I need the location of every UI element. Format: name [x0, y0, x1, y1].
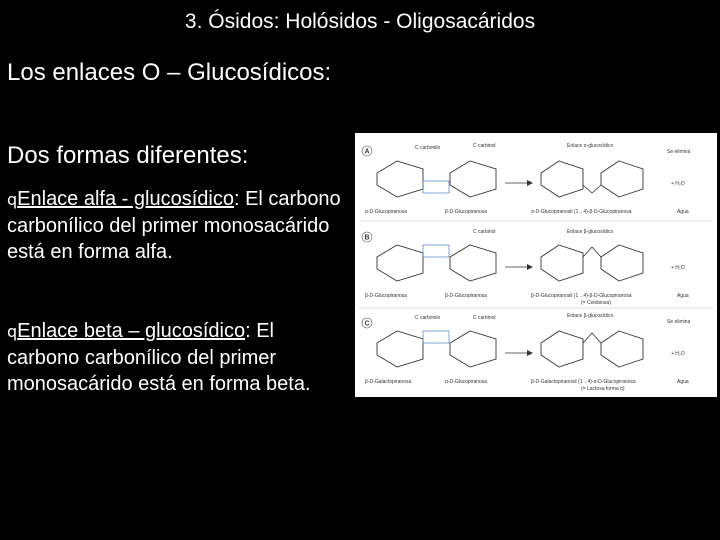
ring-shape [450, 245, 496, 281]
figure-label: α-D-Glucopiranosa [365, 209, 408, 215]
bullet-alfa [7, 186, 347, 265]
bullet-term: Enlace alfa - glucosídico [17, 188, 234, 210]
figure-label: α-D-Glucopiranosa [445, 379, 488, 385]
figure-label: Enlace β-glucosídico [567, 313, 614, 319]
figure-label: Se elimina [667, 319, 691, 325]
water-formula: + H₂O [671, 181, 685, 187]
panel-letter: A [364, 148, 370, 156]
bullet-term: Enlace beta – glucosídico [17, 320, 246, 342]
ring-shape [377, 161, 423, 197]
ring-shape [541, 245, 583, 281]
figure-label: β-D-Glucopiranosa [445, 209, 488, 215]
panel-a [362, 143, 691, 215]
ring-shape [541, 161, 583, 197]
figure-label: (= Lactosa forma α) [581, 386, 625, 392]
figure-label: C carbinol [473, 229, 496, 235]
figure-label: C carbonilo [415, 145, 441, 151]
glycosidic-bond-figure [355, 133, 717, 397]
ring-shape [601, 161, 643, 197]
figure-label: Agua [677, 379, 689, 385]
bullet-beta [7, 318, 347, 397]
panel-c [362, 313, 691, 392]
figure-label: C carbinol [473, 315, 496, 321]
reaction-box [423, 245, 449, 257]
panel-letter: C [364, 320, 370, 328]
figure-label: α-D-Glucopiranosil (1→4)-β-D-Glucopiranosa [531, 209, 632, 215]
ring-shape [601, 245, 643, 281]
slide-heading: Los enlaces O – Glucosídicos: [7, 59, 332, 86]
ring-shape [377, 331, 423, 367]
figure-label: β-D-Glucopiranosa [445, 293, 488, 299]
figure-label: Enlace α-glucosídico [567, 143, 614, 149]
figure-label: C carbinol [473, 143, 496, 149]
bullet-text: : El carbono carbonílico del primer monosacárido está en forma beta. [7, 320, 311, 395]
ring-shape [377, 245, 423, 281]
figure-label: C carbonilo [415, 315, 441, 321]
figure-label: Agua [677, 293, 689, 299]
panel-letter: B [364, 234, 370, 242]
slide-subheading: Dos formas diferentes: [7, 142, 249, 169]
reaction-box [423, 181, 449, 193]
figure-label: β-D-Glucopiranosa [365, 293, 408, 299]
figure-label: β-D-Galactopiranosil (1→4)-α-D-Glucopiranosa [531, 379, 636, 385]
ring-shape [450, 161, 496, 197]
bullet-text: : El carbono carbonílico del primer monosacárido está en forma alfa. [7, 188, 341, 263]
slide-title: 3. Ósidos: Holósidos - Oligosacáridos [184, 10, 536, 33]
figure-label: β-D-Galactopiranosa [365, 379, 412, 385]
figure-label: β-D-Glucopiranosil (1→4)-β-D-Glucopiranosa [531, 293, 632, 299]
ring-shape [601, 331, 643, 367]
figure-label: Se elimina [667, 149, 691, 155]
figure-label: Agua [677, 209, 689, 215]
figure-label: (= Celobiosa) [581, 300, 611, 306]
bullet-marker: q [7, 322, 18, 341]
figure-svg [355, 133, 717, 397]
ring-shape [450, 331, 496, 367]
water-formula: + H₂O [671, 351, 685, 357]
bullet-marker: q [7, 190, 18, 209]
reaction-box [423, 331, 449, 343]
water-formula: + H₂O [671, 265, 685, 271]
ring-shape [541, 331, 583, 367]
panel-b [362, 229, 689, 306]
figure-label: Enlace β-glucosídico [567, 229, 614, 235]
